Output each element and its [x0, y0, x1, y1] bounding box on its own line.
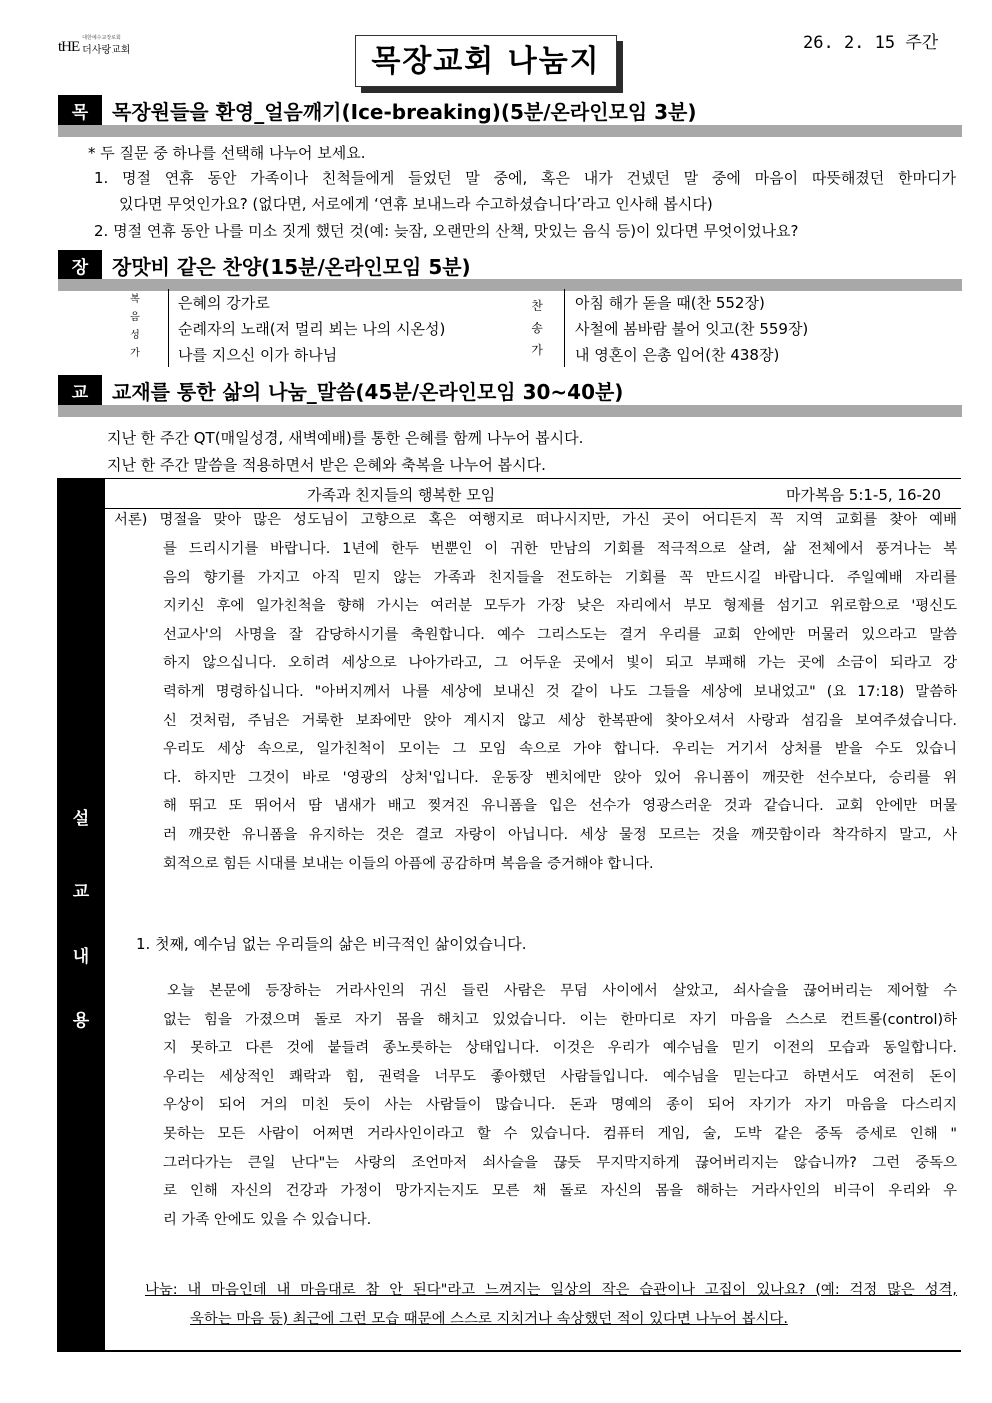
qt-prompt: 지난 한 주간 QT(매일성경, 새벽예배)를 통한 은혜를 함께 나누어 봅시다. — [107, 429, 584, 447]
gospel-song-3: 나를 지으신 이가 하나님 — [178, 346, 338, 364]
section-divider — [58, 125, 962, 137]
gospel-song-2: 순례자의 노래(저 멀리 뵈는 나의 시온성) — [178, 320, 446, 338]
section-divider — [58, 405, 962, 417]
hymn-2: 사철에 봄바람 불어 잇고(찬 559장) — [575, 320, 809, 338]
sermon-header — [105, 479, 961, 509]
question-1: 1. 명절 연휴 동안 가족이나 친척들에게 들었던 말 중에, 혹은 내가 건넸던 말 중에 마음이 따뜻해졌던 한마디가 — [94, 169, 956, 187]
section-tag: 목 — [58, 95, 102, 125]
table-divider — [168, 289, 169, 367]
hymn-3: 내 영혼이 은총 입어(찬 438장) — [575, 346, 780, 364]
instruction-text: * 두 질문 중 하나를 선택해 나누어 보세요. — [88, 144, 366, 162]
song-table — [120, 289, 960, 369]
question-2: 2. 명절 연휴 동안 나를 미소 짓게 했던 것(예: 늦잠, 오랜만의 산책, 맛있는 음식 등)이 있다면 무엇이었나요? — [94, 222, 799, 240]
scripture-reference: 마가복음 5:1-5, 16-20 — [786, 486, 941, 504]
section-tag: 교 — [58, 375, 102, 405]
church-logo — [58, 34, 130, 56]
logo-name: 더사랑교회 — [82, 45, 131, 56]
section-fellowship-header — [58, 95, 697, 125]
sermon-title: 가족과 친지들의 행복한 모임 — [307, 486, 496, 504]
share-question-cont: 욱하는 마음 등) 최근에 그런 모습 때문에 스스로 지치거나 속상했던 적이 있다면 나누어 봅시다. — [190, 1311, 788, 1327]
question-1-cont: 있다면 무엇인가요? (없다면, 서로에게 ‘연휴 보내느라 수고하셨습니다’라고 인사해 봅시다) — [119, 195, 713, 213]
section-title: 교재를 통한 삶의 나눔_말씀(45분/온라인모임 30~40분) — [112, 379, 624, 404]
sermon-point-1: 1. 첫째, 예수님 없는 우리들의 삶은 비극적인 삶이었습니다. — [136, 935, 527, 953]
logo-subtitle: 대한예수교장로회 — [82, 35, 121, 41]
share-question: 나눔: 내 마음인데 내 마음대로 참 안 된다"라고 느껴지는 일상의 작은 습관이나 고집이 있나요? (예: 걱정 많은 성격, — [145, 1282, 957, 1298]
sermon-point-1-body: 오늘 본문에 등장하는 거라사인의 귀신 들린 사람은 무덤 사이에서 살았고, 쇠사슬을 끊어버리는 제어할 수 없는 힘을 가졌으며 돌로 자기 몸을 해치고 있었습니다. 이는 한마디로 자기 마음을 스스로 컨트롤(control)하 지 못하고 다른 것에 붙들려 종노릇하는 상태입니다. 이것은 우리가 예수님을 믿기 이전의 모습과 동일합니다. 우리는 세상적인 쾌락과 힘, 권력을 너무도 좋아했던 사람들입니다. 예수님을 믿는다고 하면서도 여전히 돈이 우상이 되어 거의 미친 듯이 사는 사람들이 많습니다. 돈과 명예의 종이 되어 자기가 자기 마음을 다스리지 못하는 모든 사람이 어쩌면 거라사인이라고 할 수 있습니다. 컴퓨터 게임, 술, 도박 같은 중독 증세로 인해 " 그러다가는 큰일 난다"는 사랑의 조언마저 쇠사슬을 끊듯 무지막지하게 끊어버리지는 않습니까? 그런 중독으 로 인해 자신의 건강과 가정이 망가지는지도 모른 채 돌로 자신의 몸을 해하는 거라사인의 비극이 우리와 우 리 가족 안에도 있을 수 있습니다. — [163, 983, 957, 1228]
logo-mark: tHE — [58, 39, 80, 55]
page-title-box — [355, 35, 617, 87]
gospel-song-label: 복 음 성 가 — [130, 294, 140, 359]
page-title: 목장교회 나눔지 — [371, 44, 601, 79]
section-praise-header — [58, 250, 471, 280]
week-date: 26. 2. 15 주간 — [803, 33, 939, 53]
sermon-intro-body: 를 드리시기를 바랍니다. 1년에 한두 번뿐인 이 귀한 만남의 기회를 적극적으로 살려, 삶 전체에서 풍겨나는 복 음의 향기를 가지고 아직 믿지 않는 가족과 친지들을 전도하는 기회를 꼭 만드시길 바랍니다. 주일예배 자리를 지키신 후에 일가친척을 향해 가시는 여러분 모두가 가장 낮은 자리에서 부모 형제를 섬기고 위로함으로 '평신도 선교사'의 사명을 잘 감당하시기를 축원합니다. 예수 그리스도는 결거 우리를 교회 안에만 머물러 있으라고 말씀 하지 않으십니다. 오히려 세상으로 나아가라고, 그 어두운 곳에서 빛이 되고 부패해 가는 곳에 소금이 되라고 강 력하게 명령하십니다. "아버지께서 나를 세상에 보내신 것 같이 나도 그들을 세상에 보내었고" (요 17:18) 말씀하 신 것처럼, 주님은 거룩한 보좌에만 앉아 계시지 않고 세상 한복판에 찾아오셔서 사랑과 섬김을 보여주셨습니다. 우리도 세상 속으로, 일가친척이 모이는 그 모임 속으로 가야 합니다. 우리는 거기서 상처를 받을 수도 있습니 다. 하지만 그것이 바로 '영광의 상처'입니다. 운동장 벤치에만 앉아 있어 유니폼이 깨끗한 선수보다, 승리를 위 해 뛰고 또 뛰어서 땀 냄새가 배고 찢겨진 유니폼을 입은 선수가 영광스러운 것과 같습니다. 교회 안에만 머물 러 깨끗한 유니폼을 유지하는 것은 결코 자랑이 아닙니다. 세상 물정 모르는 것을 깨끗함이라 착각하지 말고, 사 회적으로 힘든 시대를 보내는 이들의 아픔에 공감하며 복음을 증거해야 합니다. — [163, 541, 957, 872]
section-tag: 장 — [58, 250, 102, 280]
hymn-label: 찬 송 가 — [531, 299, 543, 357]
section-word-header — [58, 375, 623, 405]
section-title: 목장원들을 환영_얼음깨기(Ice-breaking)(5분/온라인모임 3분) — [112, 99, 697, 124]
word-prompt: 지난 한 주간 말씀을 적용하면서 받은 은혜와 축복을 나누어 봅시다. — [107, 456, 546, 474]
sermon-side-label: 설 교 내 용 — [57, 479, 105, 1350]
gospel-song-1: 은혜의 강가로 — [178, 294, 270, 312]
sermon-intro: 서론) 명절을 맞아 많은 성도님이 고향으로 혹은 여행지로 떠나시지만, 가신 곳이 어디든지 꼭 지역 교회를 찾아 예배 — [114, 512, 957, 528]
section-title: 장맛비 같은 찬양(15분/온라인모임 5분) — [112, 254, 471, 279]
hymn-1: 아침 해가 돋을 때(찬 552장) — [575, 294, 765, 312]
table-divider — [564, 289, 565, 367]
